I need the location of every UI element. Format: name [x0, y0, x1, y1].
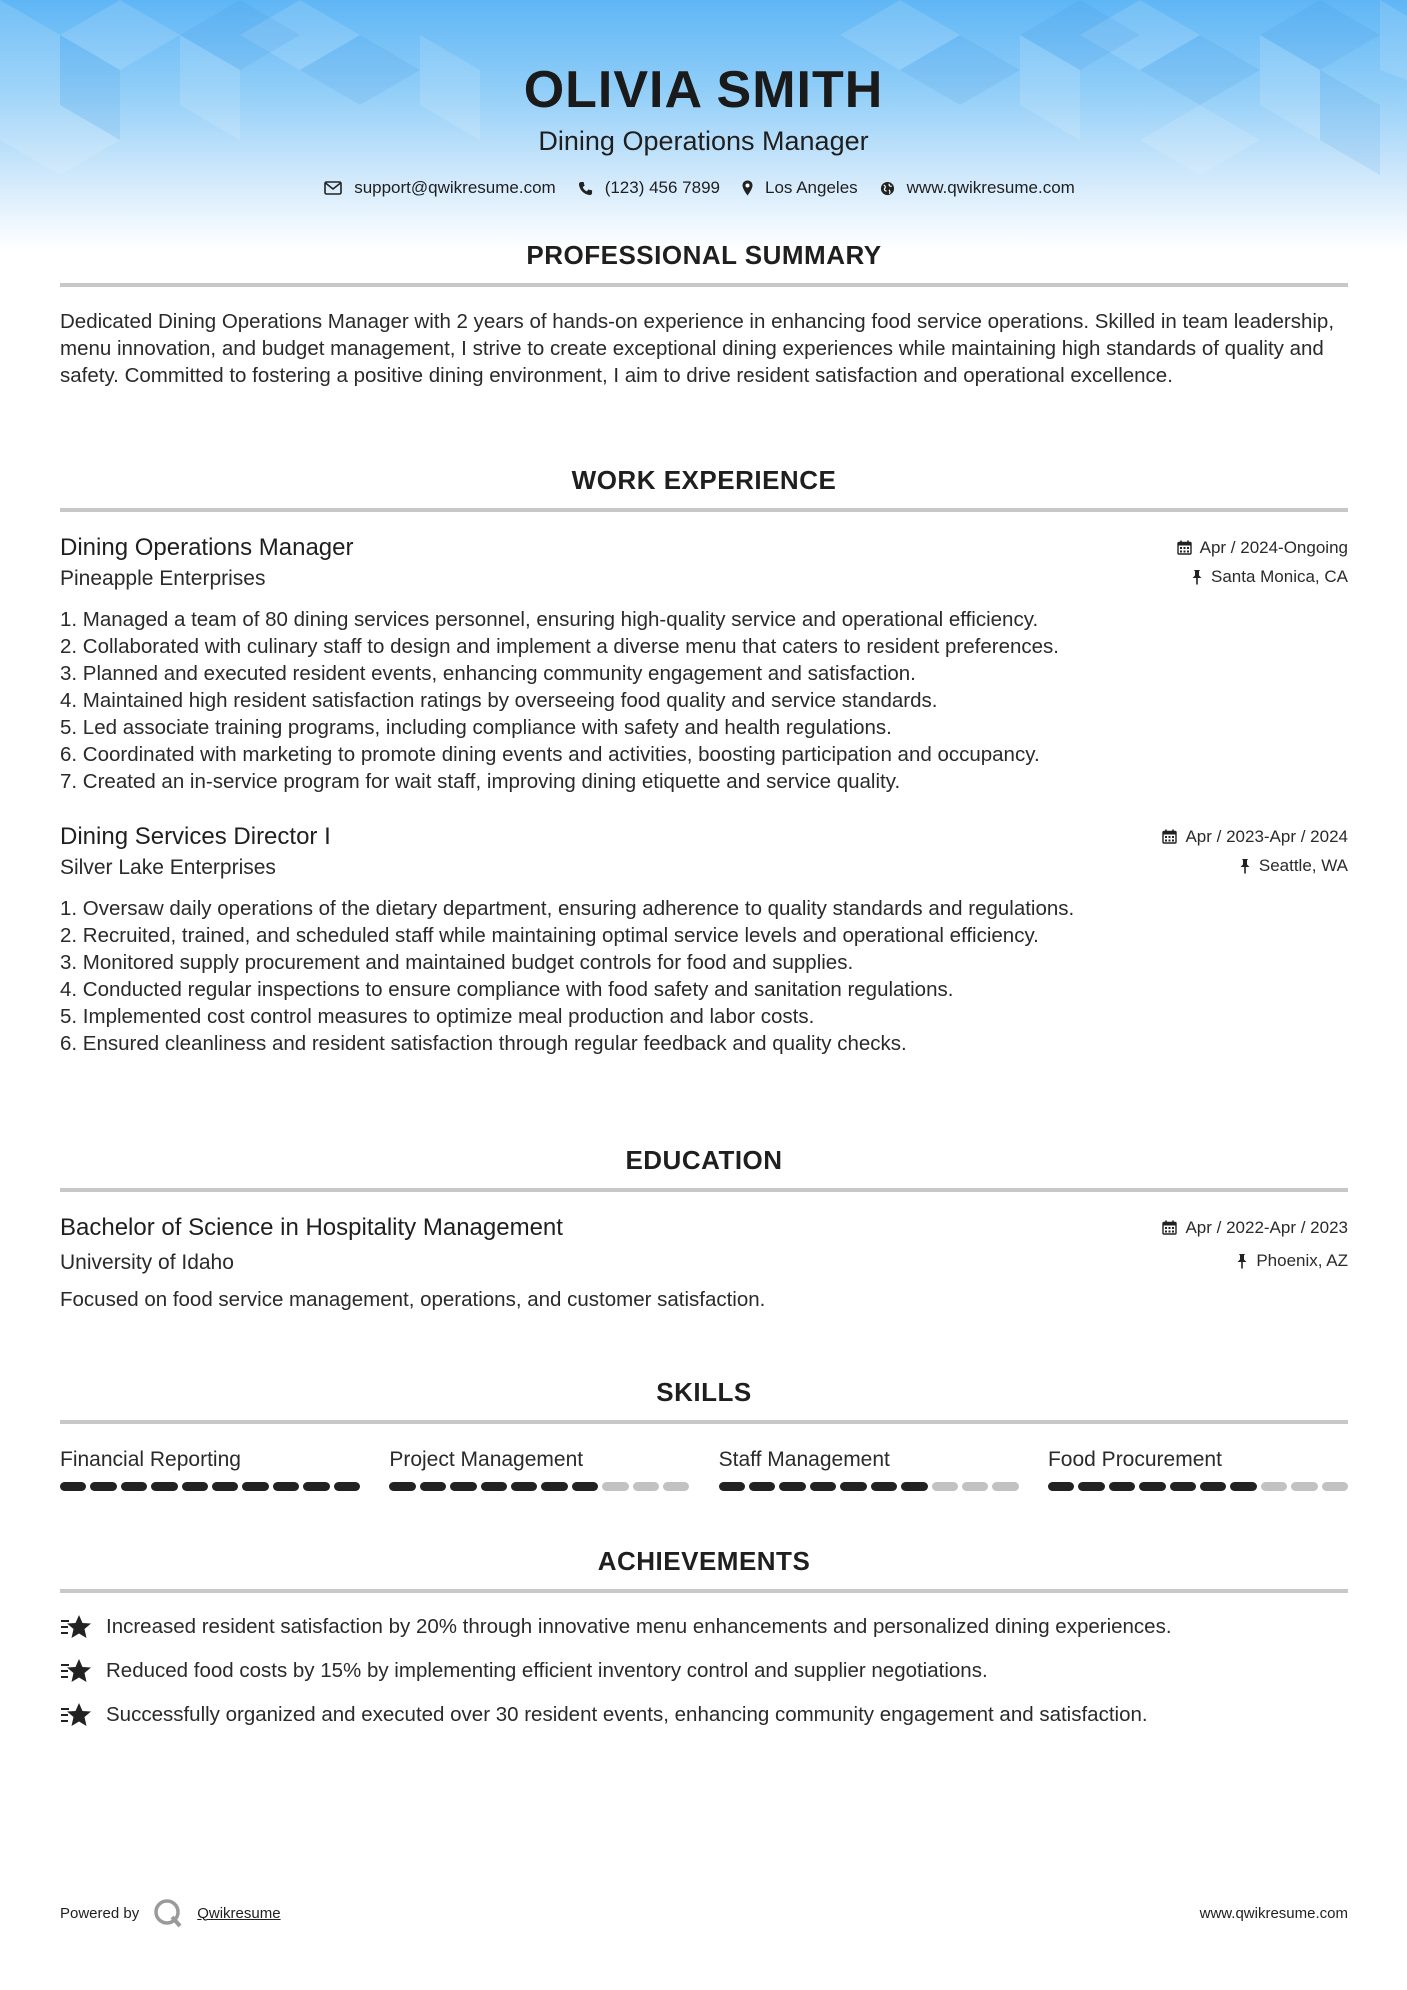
- skill-segment-filled: [1048, 1482, 1074, 1491]
- job-dates: [1177, 538, 1348, 558]
- footer-branding: [60, 1898, 281, 1928]
- achievements-section: [60, 1545, 1348, 1745]
- skill-segment-filled: [1200, 1482, 1226, 1491]
- skill-segment-filled: [60, 1482, 86, 1491]
- section-divider: [60, 1589, 1348, 1593]
- skill-level-bar: [60, 1482, 360, 1491]
- dates-text: Apr / 2022-Apr / 2023: [1185, 1217, 1348, 1237]
- qwikresume-logo-icon: [153, 1898, 183, 1928]
- skill-segment-filled: [242, 1482, 268, 1491]
- list-item: 4. Maintained high resident satisfaction ratings by overseeing food quality and service standards.: [60, 689, 938, 712]
- section-divider: [60, 508, 1348, 512]
- job-bullets: [60, 606, 1348, 795]
- list-item: 5. Implemented cost control measures to optimize meal production and labor costs.: [60, 1005, 815, 1028]
- education-section: [60, 1144, 1348, 1313]
- list-item: [60, 1657, 1348, 1684]
- skill-segment-filled: [840, 1482, 866, 1491]
- summary-text: Dedicated Dining Operations Manager with 2 years of hands-on experience in enhancing food service operations. Skilled in team leadership, menu innovation, and budget management, I strive to create exceptional dining experiences while maintaining high standards of quality and safety. Committed to fostering a positive dining environment, I aim to drive resident satisfaction and operational excellence.: [60, 310, 1335, 387]
- achievement-text: Successfully organized and executed over 30 resident events, enhancing community engagement and satisfaction.: [106, 1703, 1148, 1726]
- education-entry: [60, 1212, 1348, 1313]
- school-name: University of Idaho: [60, 1251, 234, 1274]
- job-title: Dining Operations Manager: [60, 534, 354, 561]
- skill-segment-filled: [779, 1482, 805, 1491]
- list-item: 2. Recruited, trained, and scheduled staff while maintaining optimal service levels and operational efficiency.: [60, 924, 1039, 947]
- skill-segment-filled: [90, 1482, 116, 1491]
- skill-segment-filled: [273, 1482, 299, 1491]
- section-title: PROFESSIONAL SUMMARY: [526, 240, 882, 270]
- section-divider: [60, 1188, 1348, 1192]
- section-title: EDUCATION: [625, 1145, 783, 1175]
- education-dates: [1162, 1218, 1348, 1238]
- company-name: Pineapple Enterprises: [60, 567, 266, 590]
- list-item: 4. Conducted regular inspections to ensure compliance with food safety and sanitation regulations.: [60, 978, 954, 1001]
- list-item: 2. Collaborated with culinary staff to design and implement a diverse menu that caters to resident preferences.: [60, 635, 1059, 658]
- list-item: 1. Managed a team of 80 dining services personnel, ensuring high-quality service and operational efficiency.: [60, 608, 1039, 631]
- contact-phone[interactable]: [578, 178, 720, 198]
- skill-segment-empty: [962, 1482, 988, 1491]
- list-item: 1. Oversaw daily operations of the dietary department, ensuring adherence to quality standards and regulations.: [60, 897, 1075, 920]
- list-item: 3. Monitored supply procurement and maintained budget controls for food and supplies.: [60, 951, 854, 974]
- section-divider: [60, 283, 1348, 287]
- footer-website-link[interactable]: www.qwikresume.com: [1199, 1904, 1348, 1922]
- degree-title: Bachelor of Science in Hospitality Management: [60, 1214, 563, 1241]
- skill-segment-filled: [212, 1482, 238, 1491]
- skill-segment-filled: [511, 1482, 537, 1491]
- skill-segment-filled: [719, 1482, 745, 1491]
- skill-segment-filled: [1139, 1482, 1165, 1491]
- skill-segment-filled: [121, 1482, 147, 1491]
- skill-segment-filled: [1170, 1482, 1196, 1491]
- envelope-icon: [324, 181, 342, 195]
- section-title: SKILLS: [656, 1377, 752, 1407]
- dates-text: Apr / 2023-Apr / 2024: [1185, 826, 1348, 846]
- calendar-icon: [1162, 829, 1177, 844]
- skill-segment-filled: [450, 1482, 476, 1491]
- list-item: 7. Created an in-service program for wait staff, improving dining etiquette and service quality.: [60, 770, 901, 793]
- location-text: Phoenix, AZ: [1256, 1251, 1348, 1270]
- skill-segment-empty: [1322, 1482, 1348, 1491]
- calendar-icon: [1177, 540, 1192, 555]
- skill-segment-filled: [420, 1482, 446, 1491]
- skill-segment-filled: [151, 1482, 177, 1491]
- skill-level-bar: [719, 1482, 1019, 1491]
- job-entry: [60, 532, 1348, 795]
- skill-segment-empty: [1261, 1482, 1287, 1491]
- job-bullets: [60, 895, 1348, 1057]
- powered-by-label: Powered by: [60, 1904, 140, 1922]
- location-text: Seattle, WA: [1258, 856, 1348, 875]
- dates-text: Apr / 2024-Ongoing: [1199, 537, 1348, 557]
- phone-icon: [578, 181, 593, 196]
- globe-icon: [880, 181, 895, 196]
- list-item: [60, 1701, 1348, 1728]
- skill-segment-filled: [901, 1482, 927, 1491]
- job-entry: [60, 821, 1348, 1057]
- pushpin-icon: [1236, 1253, 1248, 1269]
- email-text: support@qwikresume.com: [354, 178, 556, 197]
- contact-email[interactable]: [324, 178, 556, 198]
- skill-segment-filled: [389, 1482, 415, 1491]
- skill-name: Financial Reporting: [60, 1448, 241, 1471]
- contact-location: [742, 178, 858, 198]
- section-title: ACHIEVEMENTS: [597, 1546, 811, 1576]
- skill-segment-filled: [1109, 1482, 1135, 1491]
- candidate-name: OLIVIA SMITH: [523, 61, 884, 119]
- section-divider: [60, 1420, 1348, 1424]
- skill-segment-empty: [932, 1482, 958, 1491]
- skill-level-bar: [1048, 1482, 1348, 1491]
- achievements-list: [60, 1613, 1348, 1728]
- skill-segment-filled: [541, 1482, 567, 1491]
- skill-item: [719, 1446, 1019, 1491]
- company-name: Silver Lake Enterprises: [60, 856, 276, 879]
- star-icon: [60, 1658, 92, 1684]
- skill-segment-empty: [602, 1482, 628, 1491]
- skill-segment-filled: [572, 1482, 598, 1491]
- pushpin-icon: [1191, 569, 1203, 585]
- candidate-title: Dining Operations Manager: [538, 126, 869, 156]
- qwikresume-link[interactable]: Qwikresume: [197, 1904, 281, 1922]
- website-text: www.qwikresume.com: [906, 178, 1075, 197]
- summary-section: [60, 239, 1348, 389]
- skills-section: [60, 1376, 1348, 1491]
- pushpin-icon: [1239, 858, 1251, 874]
- skill-segment-filled: [749, 1482, 775, 1491]
- list-item: 3. Planned and executed resident events, enhancing community engagement and satisfaction.: [60, 662, 916, 685]
- skill-name: Project Management: [389, 1448, 584, 1471]
- resume-header: [0, 58, 1407, 198]
- skill-name: Food Procurement: [1047, 1448, 1222, 1471]
- experience-section: [60, 464, 1348, 1057]
- skill-segment-filled: [810, 1482, 836, 1491]
- skill-segment-filled: [1078, 1482, 1104, 1491]
- skill-segment-empty: [633, 1482, 659, 1491]
- achievement-text: Reduced food costs by 15% by implementing efficient inventory control and supplier negotiations.: [106, 1659, 988, 1682]
- location-text: Los Angeles: [765, 178, 858, 197]
- section-title: WORK EXPERIENCE: [571, 465, 837, 495]
- job-location: [1191, 567, 1348, 587]
- skill-item: [1048, 1446, 1348, 1491]
- skill-segment-filled: [481, 1482, 507, 1491]
- calendar-icon: [1162, 1220, 1177, 1235]
- skill-segment-filled: [303, 1482, 329, 1491]
- achievement-text: Increased resident satisfaction by 20% through innovative menu enhancements and personalized dining experiences.: [106, 1615, 1172, 1638]
- location-text: Santa Monica, CA: [1210, 567, 1348, 586]
- list-item: 6. Coordinated with marketing to promote dining events and activities, boosting participation and occupancy.: [60, 743, 1040, 766]
- star-icon: [60, 1614, 92, 1640]
- contact-website[interactable]: [880, 178, 1075, 198]
- skill-segment-filled: [182, 1482, 208, 1491]
- skill-segment-filled: [334, 1482, 360, 1491]
- page-footer: [60, 1898, 1348, 1928]
- skill-name: Staff Management: [718, 1448, 890, 1471]
- skill-level-bar: [389, 1482, 689, 1491]
- skill-segment-filled: [871, 1482, 897, 1491]
- job-title: Dining Services Director I: [60, 823, 331, 850]
- skill-segment-empty: [992, 1482, 1018, 1491]
- skill-item: [60, 1446, 360, 1491]
- list-item: 5. Led associate training programs, including compliance with safety and health regulations.: [60, 716, 892, 739]
- job-dates: [1162, 827, 1348, 847]
- map-marker-icon: [742, 180, 753, 196]
- phone-text: (123) 456 7899: [604, 178, 721, 197]
- contact-bar: [0, 178, 1407, 198]
- skill-segment-empty: [663, 1482, 689, 1491]
- skills-grid: [60, 1446, 1348, 1491]
- skill-segment-empty: [1291, 1482, 1317, 1491]
- education-location: [1236, 1251, 1348, 1271]
- education-description: Focused on food service management, operations, and customer satisfaction.: [60, 1288, 766, 1311]
- list-item: [60, 1613, 1348, 1640]
- job-location: [1239, 856, 1348, 876]
- list-item: 6. Ensured cleanliness and resident satisfaction through regular feedback and quality checks.: [60, 1032, 907, 1055]
- star-icon: [60, 1702, 92, 1728]
- skill-item: [389, 1446, 689, 1491]
- skill-segment-filled: [1230, 1482, 1256, 1491]
